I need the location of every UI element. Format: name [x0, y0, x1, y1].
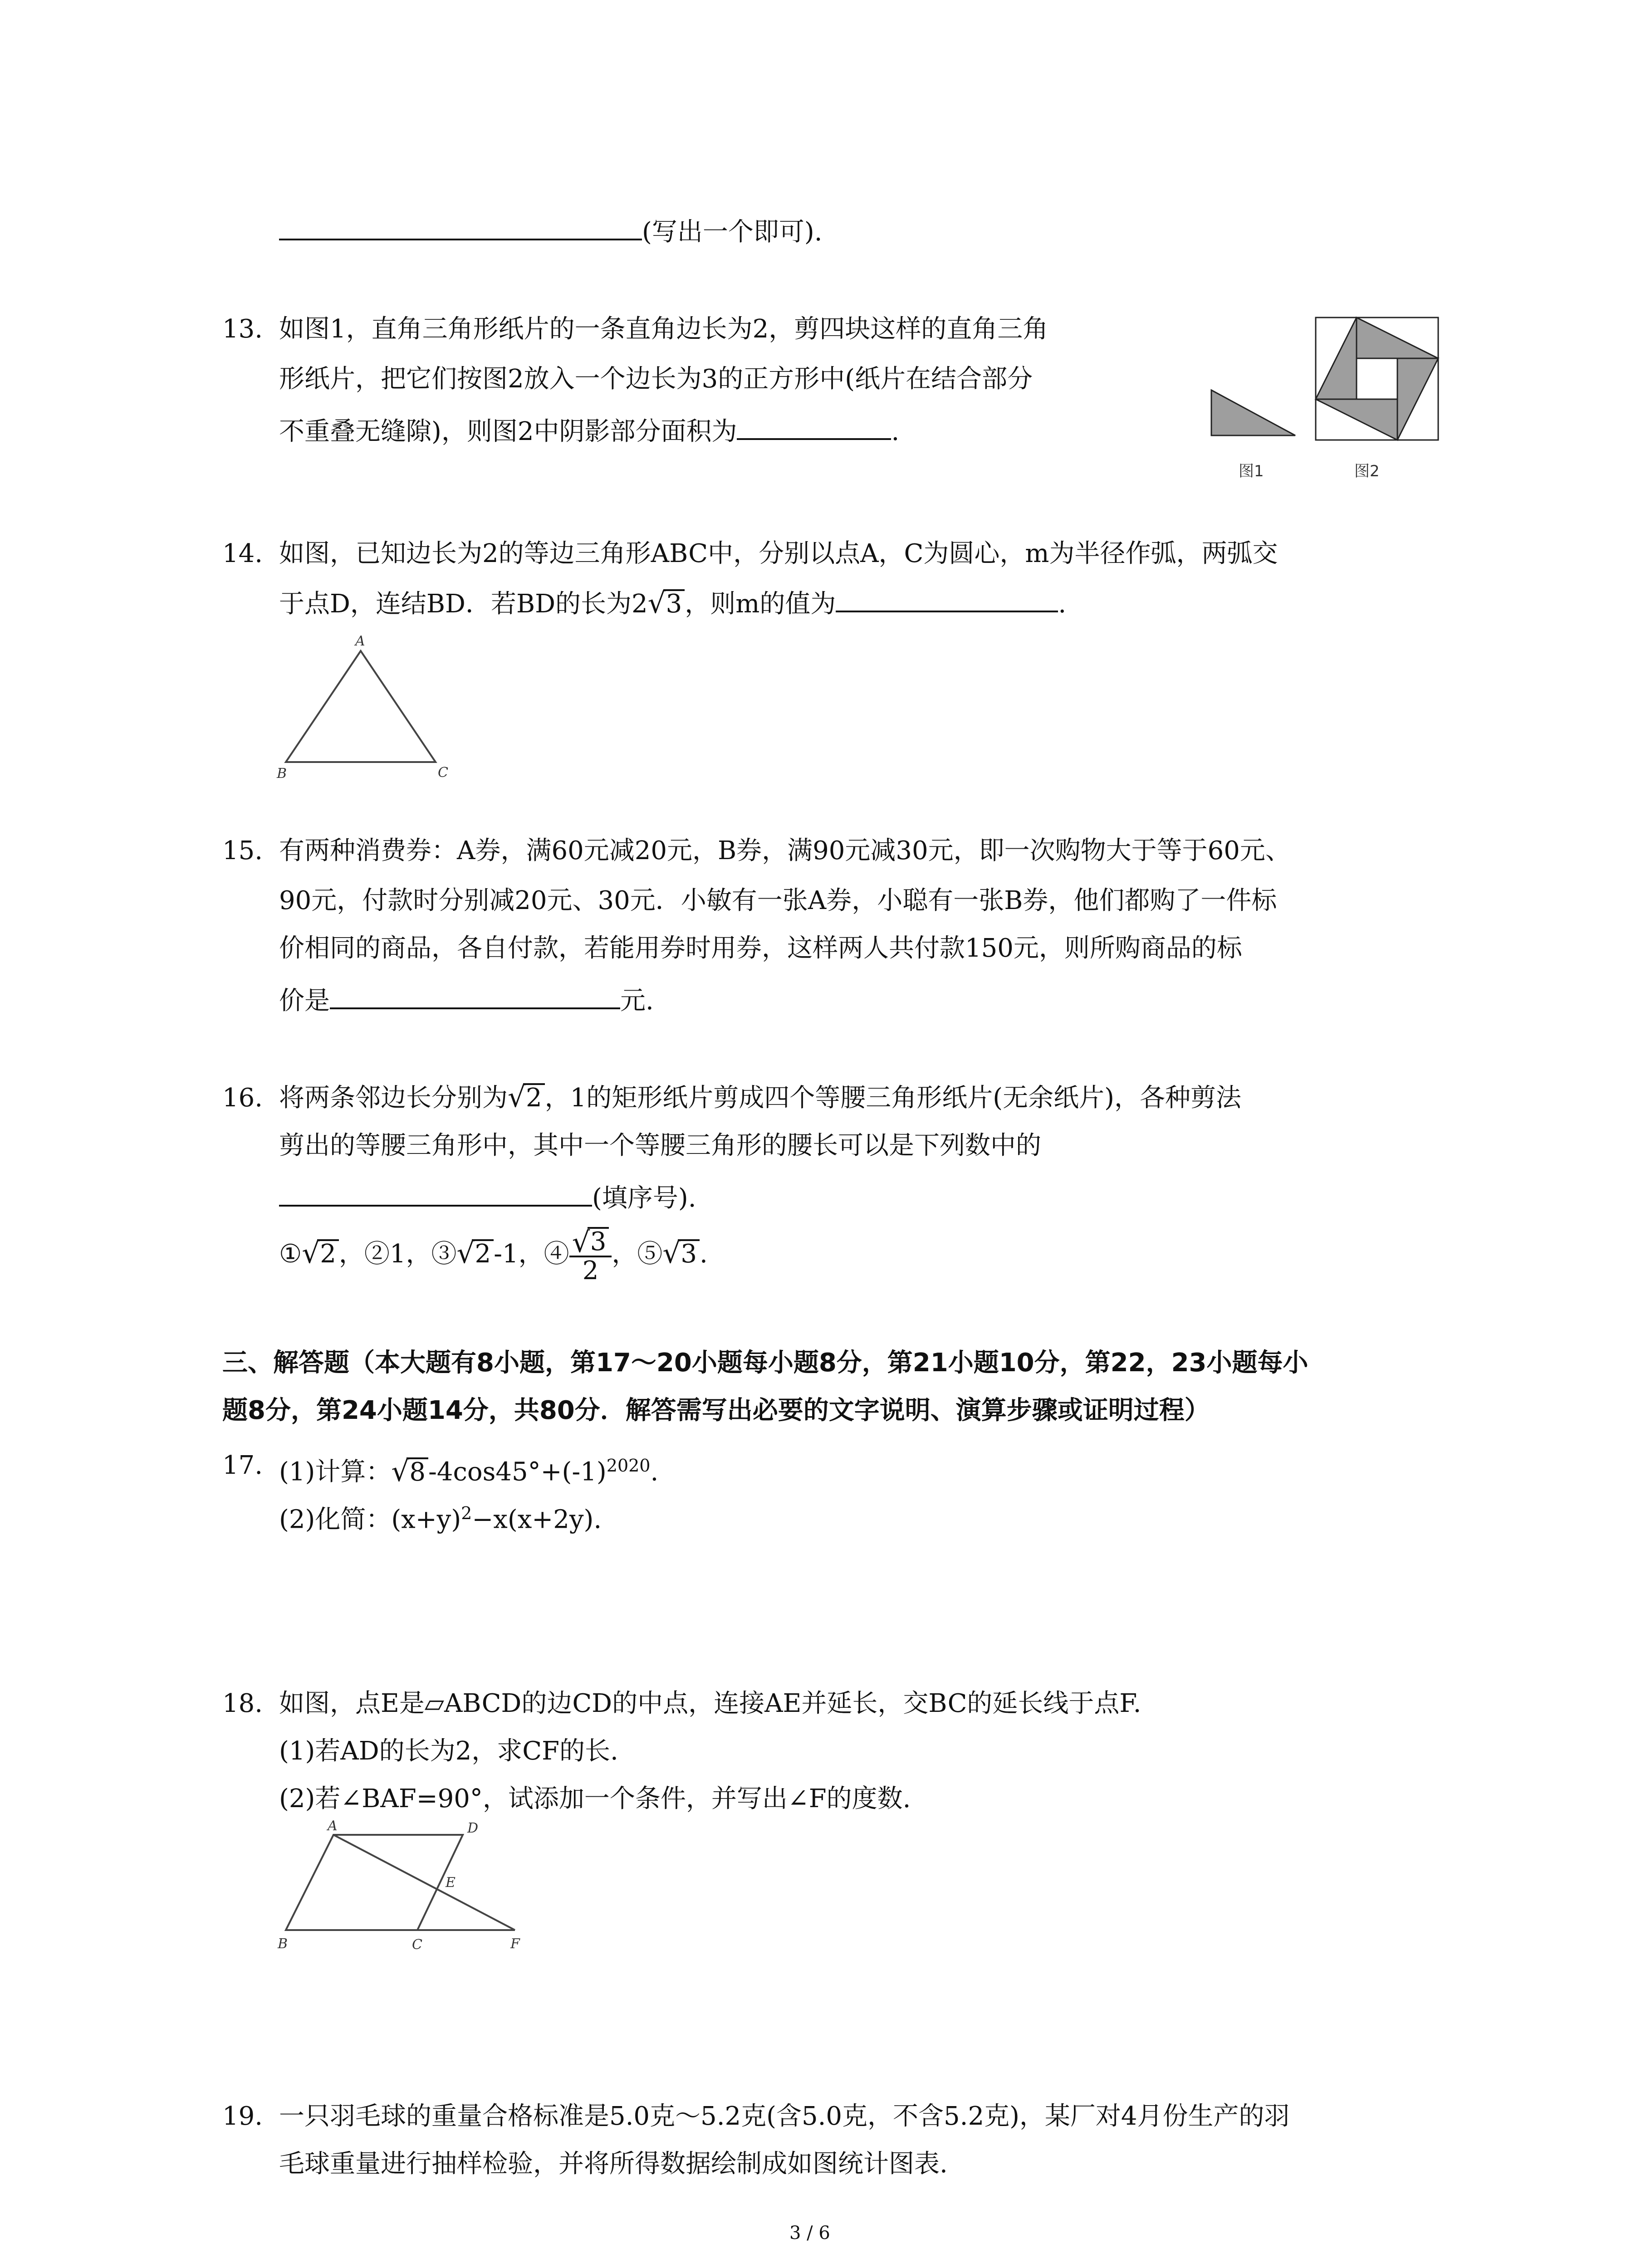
q16-opt3-sqrt: √ 2 — [456, 1238, 494, 1271]
q16-opt5-end: . — [699, 1239, 708, 1269]
q18-label-c: C — [412, 1937, 422, 1953]
q14-triangle-figure — [272, 633, 463, 782]
q17-p1-exp: 2020 — [606, 1456, 651, 1476]
q16-opt5-sqrt-arg: 3 — [678, 1239, 700, 1267]
q13-fig1-triangle — [1211, 390, 1295, 435]
q13-fig2-piece-right — [1397, 358, 1438, 440]
q14-line1: 如图，已知边长为2的等边三角形ABC中，分别以点A，C为圆心，m为半径作弧，两弧交 — [279, 539, 1278, 568]
q16-opt5-a: ，⑤ — [612, 1239, 663, 1269]
q16-options — [279, 1227, 708, 1285]
q18-label-d: D — [467, 1820, 479, 1836]
q13-line3 — [279, 413, 899, 448]
q14-line2-b: ，则m的值为 — [685, 589, 836, 619]
q13-fig2-square — [1316, 318, 1438, 440]
q15-line4-a: 价是 — [279, 986, 330, 1016]
q12-blank — [279, 213, 642, 240]
q17-sqrt-arg: 8 — [407, 1457, 428, 1486]
q17-part2 — [279, 1497, 602, 1536]
q17-p1-b: -4cos45°+(-1) — [428, 1457, 607, 1487]
q13-blank — [737, 413, 891, 440]
q16-line1-sqrt-arg: 2 — [523, 1083, 545, 1111]
page-number: 3 / 6 — [789, 2223, 830, 2244]
q16-opt5-sqrt: √ 3 — [662, 1238, 700, 1271]
q12-tail-text: (写出一个即可). — [642, 217, 823, 247]
q13-fig2-piece-bottom — [1316, 399, 1397, 440]
q12-answer-line — [279, 213, 823, 249]
q18-label-e: E — [446, 1875, 456, 1891]
q16-opt4-sqrt: √ 3 — [572, 1227, 609, 1256]
q15-number: 15. — [222, 836, 263, 865]
q16-opt3-sqrt-arg: 2 — [472, 1239, 494, 1267]
q16-opt4-den: 2 — [582, 1256, 599, 1286]
q16-line3-text: (填序号). — [592, 1183, 696, 1213]
q13-fig2-center — [1357, 358, 1397, 399]
q14-label-c: C — [438, 765, 448, 781]
q19-line2: 毛球重量进行抽样检验，并将所得数据绘制成如图统计图表. — [279, 2149, 948, 2179]
q16-opt4-fraction — [569, 1227, 612, 1285]
q13-fig1-caption: 图1 — [1239, 462, 1264, 480]
q14-sqrt: √ 3 — [648, 588, 685, 621]
q16-blank — [279, 1179, 592, 1207]
q13-fig2-piece-left — [1316, 318, 1357, 399]
q17-p1-a: (1)计算： — [279, 1457, 392, 1487]
q18-part2: (2)若∠BAF=90°，试添加一个条件，并写出∠F的度数. — [279, 1784, 911, 1813]
q17-number: 17. — [222, 1451, 263, 1480]
q16-line1-a: 将两条邻边长分别为 — [279, 1083, 508, 1113]
q15-blank — [330, 982, 620, 1009]
q13-line2: 形纸片，把它们按图2放入一个边长为3的正方形中(纸片在结合部分 — [279, 364, 1033, 394]
q13-fig2-piece-top — [1357, 318, 1438, 358]
q17-p2-a: (2)化简：(x+y) — [279, 1505, 461, 1535]
q18-line1: 如图，点E是▱ABCD的边CD的中点，连接AE并延长，交BC的延长线于点F. — [279, 1689, 1141, 1718]
q16-line2: 剪出的等腰三角形中，其中一个等腰三角形的腰长可以是下列数中的 — [279, 1131, 1041, 1160]
q15-line4-b: 元. — [620, 986, 654, 1016]
q15-line4 — [279, 982, 654, 1017]
q16-opt1-mark: ① — [279, 1239, 302, 1269]
q14-triangle — [286, 651, 436, 762]
q18-parallelogram-figure — [268, 1819, 535, 1955]
q15-line2: 90元，付款时分别减20元、30元．小敏有一张A券，小聪有一张B券，他们都购了一件标 — [279, 886, 1277, 915]
q14-line2 — [279, 585, 1066, 621]
q15-line1: 有两种消费券：A券，满60元减20元，B券，满90元减30元，即一次购物大于等于60元、 — [279, 836, 1291, 865]
q13-line3-text: 不重叠无缝隙)，则图2中阴影部分面积为 — [279, 417, 737, 446]
q16-number: 16. — [222, 1083, 263, 1113]
q13-number: 13. — [222, 314, 263, 344]
q17-p1-end: . — [650, 1457, 659, 1487]
q14-number: 14. — [222, 539, 263, 568]
q17-p2-exp: 2 — [461, 1503, 472, 1523]
q17-p2-b: −x(x+2y). — [472, 1505, 602, 1535]
section3-heading-line2: 题8分，第24小题14分，共80分．解答需写出必要的文字说明、演算步骤或证明过程） — [222, 1396, 1210, 1425]
q16-opt3-tail: -1，④ — [494, 1239, 569, 1269]
q15-line3: 价相同的商品，各自付款，若能用券时用券，这样两人共付款150元，则所购商品的标 — [279, 934, 1242, 963]
q18-number: 18. — [222, 1689, 263, 1718]
q16-line1-b: ，1的矩形纸片剪成四个等腰三角形纸片(无余纸片)，各种剪法 — [544, 1083, 1241, 1113]
q16-line1-sqrt: √ 2 — [508, 1082, 545, 1114]
q19-number: 19. — [222, 2102, 263, 2131]
q17-part1 — [279, 1449, 658, 1489]
q16-opt4-num: 3 — [588, 1227, 609, 1255]
q19-line1: 一只羽毛球的重量合格标准是5.0克～5.2克(含5.0克，不含5.2克)，某厂对4月份生产的羽 — [279, 2102, 1290, 2131]
q14-label-a: A — [355, 633, 365, 649]
q18-label-b: B — [278, 1936, 288, 1952]
q16-opt1-sqrt: √ 2 — [302, 1238, 339, 1271]
q18-part1: (1)若AD的长为2，求CF的长. — [279, 1736, 618, 1766]
q13-fig2-caption: 图2 — [1354, 462, 1380, 480]
q13-line3-end: . — [891, 417, 900, 446]
q14-line2-a: 于点D，连结BD．若BD的长为2 — [279, 589, 648, 619]
q14-blank — [836, 585, 1058, 612]
q18-parallelogram — [286, 1835, 463, 1930]
q14-label-b: B — [277, 766, 287, 782]
q17-sqrt: √ 8 — [391, 1456, 428, 1489]
q16-line1 — [279, 1082, 1241, 1114]
q16-line3 — [279, 1179, 696, 1215]
q16-opt1-sqrt-arg: 2 — [317, 1239, 339, 1267]
section3-heading-line1: 三、解答题（本大题有8小题，第17～20小题每小题8分，第21小题10分，第22，23小题每小 — [222, 1348, 1308, 1378]
q14-sqrt-arg: 3 — [663, 589, 685, 617]
q14-line2-end: . — [1058, 589, 1067, 619]
q18-label-a: A — [328, 1819, 338, 1834]
q16-opt2: ，②1，③ — [338, 1239, 457, 1269]
q13-line1: 如图1，直角三角形纸片的一条直角边长为2，剪四块这样的直角三角 — [279, 314, 1048, 344]
q13-figures — [1207, 313, 1452, 494]
q18-label-f: F — [510, 1936, 520, 1952]
